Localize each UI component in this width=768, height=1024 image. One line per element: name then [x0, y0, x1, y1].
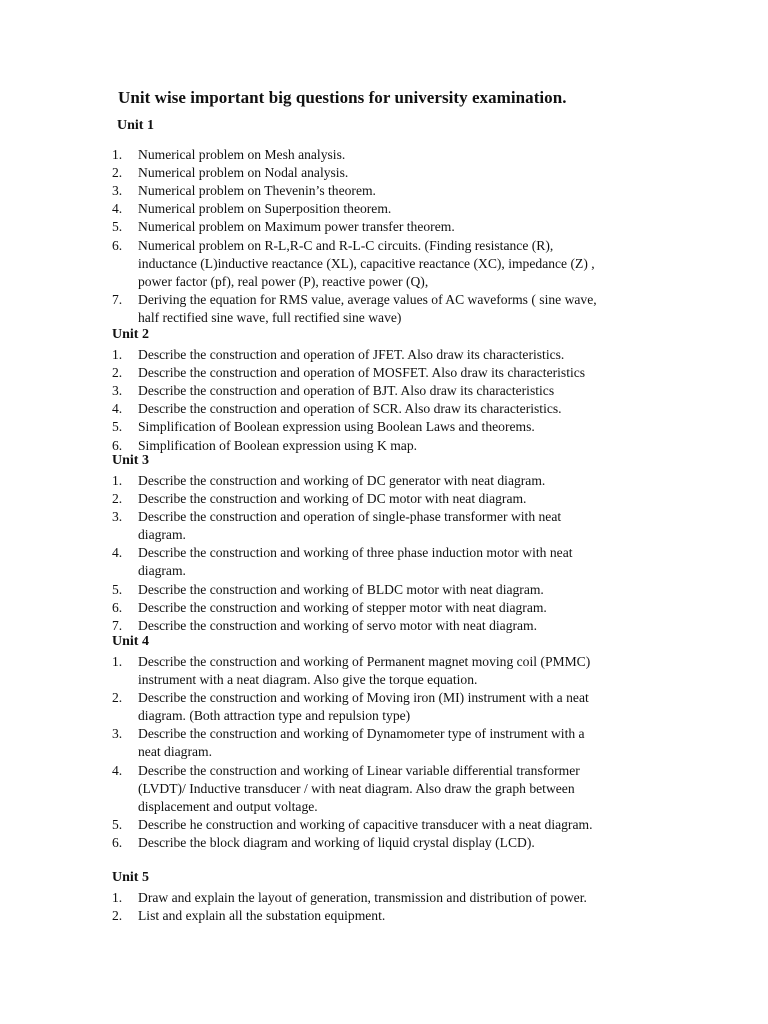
unit-heading: Unit 4 [112, 634, 149, 649]
question-text-line: Numerical problem on Thevenin’s theorem. [138, 183, 376, 199]
question-text-line: Draw and explain the layout of generation, transmission and distribution of power. [138, 890, 587, 905]
question-text-line: Describe the construction and operation of MOSFET. Also draw its characteristics [138, 365, 586, 381]
question-item [112, 364, 672, 382]
question-text-line: Describe the construction and working of stepper motor with neat diagram. [138, 599, 547, 615]
question-number: 4. [112, 201, 123, 217]
unit-heading: Unit 2 [112, 327, 149, 342]
question-text-line: power factor (pf), real power (P), reactive power (Q), [138, 273, 429, 289]
question-number: 6. [112, 835, 123, 850]
question-number: 3. [112, 509, 123, 525]
question-number: 3. [112, 183, 123, 199]
question-item [112, 544, 672, 580]
question-item [112, 291, 672, 327]
question-item [112, 182, 672, 200]
question-number: 1. [112, 347, 123, 362]
question-item [112, 834, 672, 852]
question-number: 2. [112, 365, 123, 381]
question-number: 2. [112, 491, 123, 507]
question-number: 1. [112, 890, 123, 905]
question-text-line: Simplification of Boolean expression using K map. [138, 437, 418, 453]
question-item [112, 146, 672, 164]
question-text-line: Describe the construction and operation of JFET. Also draw its characteristics. [138, 347, 565, 362]
question-text-line: Describe the block diagram and working of liquid crystal display (LCD). [138, 835, 535, 850]
question-text-line: Describe the construction and working of three phase induction motor with neat [138, 545, 573, 561]
question-number: 2. [112, 165, 123, 181]
question-item [112, 617, 672, 635]
unit-heading: Unit 1 [117, 118, 154, 133]
question-item [112, 437, 672, 455]
question-text-line: Describe the construction and working of Linear variable differential transformer [138, 762, 580, 778]
question-item [112, 816, 672, 834]
question-text-line: Describe he construction and working of capacitive transducer with a neat diagram. [138, 816, 593, 832]
question-text-line: Numerical problem on Nodal analysis. [138, 165, 349, 181]
question-text-line: Deriving the equation for RMS value, average values of AC waveforms ( sine wave, [138, 291, 597, 307]
question-text-line: diagram. (Both attraction type and repulsion type) [138, 708, 411, 724]
question-item [112, 490, 672, 508]
question-item [112, 599, 672, 617]
question-item [112, 346, 672, 364]
question-text-line: Simplification of Boolean expression using Boolean Laws and theorems. [138, 419, 535, 435]
question-item [112, 382, 672, 400]
unit-heading: Unit 5 [112, 870, 149, 885]
question-text-line: displacement and output voltage. [138, 798, 318, 814]
question-number: 5. [112, 219, 123, 235]
question-number: 7. [112, 291, 123, 307]
question-number: 7. [112, 617, 123, 633]
question-text-line: Describe the construction and working of DC motor with neat diagram. [138, 491, 527, 507]
question-number: 1. [112, 147, 123, 162]
question-item [112, 889, 672, 907]
question-item [112, 164, 672, 182]
question-text-line: Numerical problem on Mesh analysis. [138, 147, 346, 162]
question-text-line: instrument with a neat diagram. Also give the torque equation. [138, 672, 478, 687]
question-number: 4. [112, 545, 123, 561]
document-title: Unit wise important big questions for university examination. [118, 88, 567, 107]
question-item [112, 472, 672, 490]
question-number: 3. [112, 726, 123, 742]
question-text-line: Describe the construction and operation of BJT. Also draw its characteristics [138, 383, 555, 399]
question-text-line: diagram. [138, 563, 186, 579]
question-number: 6. [112, 599, 123, 615]
question-item [112, 218, 672, 236]
question-text-line: half rectified sine wave, full rectified sine wave) [138, 309, 402, 325]
question-number: 1. [112, 654, 123, 669]
question-text-line: Describe the construction and working of BLDC motor with neat diagram. [138, 581, 544, 597]
question-item [112, 725, 672, 761]
question-text-line: List and explain all the substation equipment. [138, 908, 386, 924]
question-text-line: Describe the construction and operation of SCR. Also draw its characteristics. [138, 401, 562, 417]
question-item [112, 653, 672, 689]
question-text-line: neat diagram. [138, 744, 212, 760]
question-item [112, 237, 672, 291]
question-number: 1. [112, 473, 123, 488]
question-number: 3. [112, 383, 123, 399]
question-text-line: diagram. [138, 527, 186, 543]
question-text-line: Describe the construction and working of DC generator with neat diagram. [138, 473, 546, 488]
question-number: 5. [112, 419, 123, 435]
question-item [112, 907, 672, 925]
question-number: 2. [112, 690, 123, 706]
question-text-line: Numerical problem on R-L,R-C and R-L-C circuits. (Finding resistance (R), [138, 237, 554, 253]
question-text-line: Numerical problem on Superposition theorem. [138, 201, 392, 217]
question-number: 5. [112, 581, 123, 597]
question-number: 2. [112, 908, 123, 924]
question-number: 4. [112, 401, 123, 417]
question-item [112, 400, 672, 418]
question-text-line: Describe the construction and working of Moving iron (MI) instrument with a neat [138, 690, 589, 706]
question-item [112, 418, 672, 436]
question-number: 6. [112, 437, 123, 453]
question-text-line: Describe the construction and working of servo motor with neat diagram. [138, 617, 538, 633]
question-text-line: Describe the construction and working of Permanent magnet moving coil (PMMC) [138, 654, 591, 669]
question-item [112, 200, 672, 218]
question-number: 5. [112, 816, 123, 832]
question-text-line: (LVDT)/ Inductive transducer / with neat diagram. Also draw the graph between [138, 780, 575, 796]
question-text-line: Describe the construction and operation of single-phase transformer with neat [138, 509, 562, 525]
question-text-line: Numerical problem on Maximum power transfer theorem. [138, 219, 455, 235]
question-text-line: inductance (L)inductive reactance (XL), capacitive reactance (XC), impedance (Z) , [138, 255, 595, 271]
question-number: 6. [112, 237, 123, 253]
question-item [112, 762, 672, 816]
question-item [112, 508, 672, 544]
question-number: 4. [112, 762, 123, 778]
question-text-line: Describe the construction and working of Dynamometer type of instrument with a [138, 726, 585, 742]
unit-heading: Unit 3 [112, 453, 149, 468]
question-item [112, 581, 672, 599]
question-item [112, 689, 672, 725]
